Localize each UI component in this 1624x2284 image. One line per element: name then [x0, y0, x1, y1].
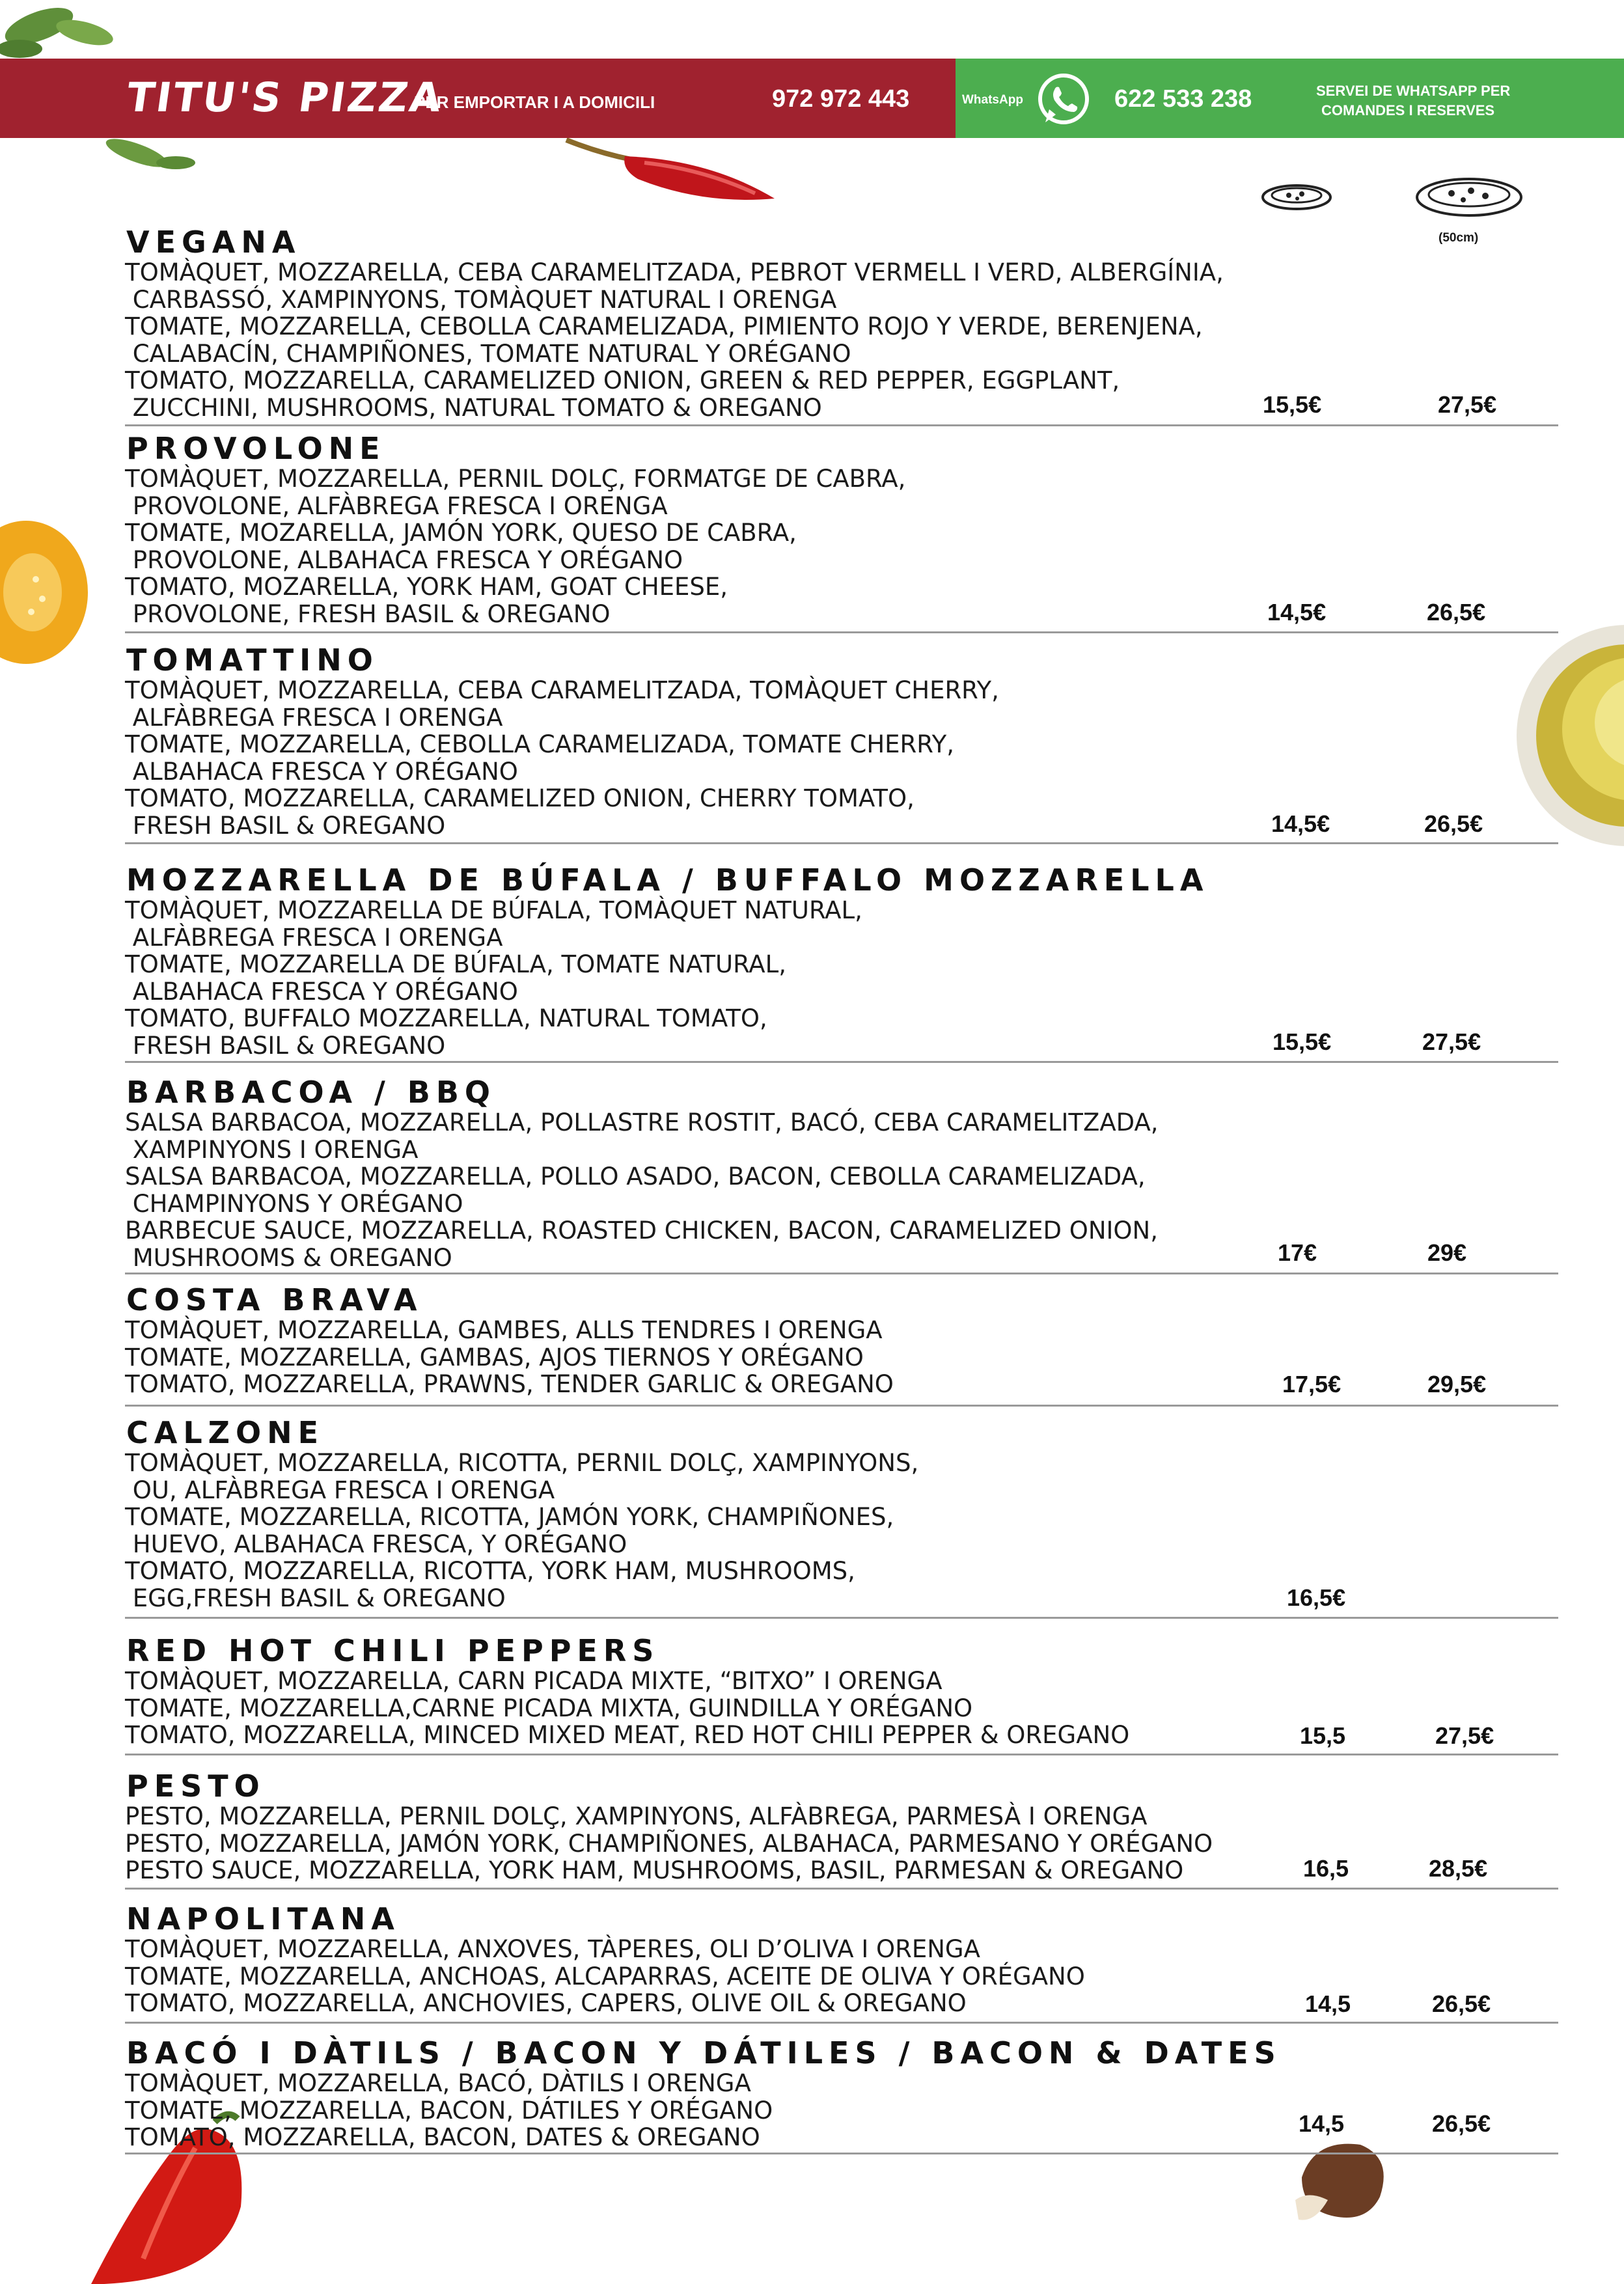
- price-small: 14,5€: [1267, 599, 1327, 626]
- herb-leaves-image: [0, 0, 130, 62]
- price-small: 17,5€: [1282, 1371, 1342, 1397]
- item-desc-line: CALABACÍN, CHAMPIÑONES, TOMATE NATURAL Y ORÉGANO: [125, 339, 851, 368]
- item-name: PESTO: [126, 1768, 266, 1804]
- item-desc-line: PROVOLONE, FRESH BASIL & OREGANO: [125, 599, 611, 628]
- item-desc-line: HUEVO, ALBAHACA FRESCA, Y ORÉGANO: [125, 1530, 627, 1558]
- price-large: 27,5€: [1422, 1028, 1481, 1055]
- whatsapp-note-line: COMANDES I RESERVES: [1321, 102, 1495, 118]
- item-desc-line: ALBAHACA FRESCA Y ORÉGANO: [125, 977, 518, 1006]
- item-desc-line: ALFÀBREGA FRESCA I ORENGA: [125, 703, 503, 732]
- item-desc-line: TOMATE, MOZARELLA, JAMÓN YORK, QUESO DE CABRA,: [125, 519, 797, 547]
- item-desc-line: TOMÀQUET, MOZZARELLA, PERNIL DOLÇ, FORMATGE DE CABRA,: [125, 465, 906, 493]
- item-divider: [125, 2022, 1558, 2024]
- item-desc-line: TOMÀQUET, MOZZARELLA, CEBA CARAMELITZADA, TOMÀQUET CHERRY,: [125, 676, 999, 704]
- item-desc-line: TOMATO, MOZARELLA, YORK HAM, GOAT CHEESE,: [125, 573, 728, 601]
- menu-item: [125, 1417, 1557, 1612]
- price-large: 28,5€: [1429, 1855, 1488, 1882]
- item-desc-line: SALSA BARBACOA, MOZZARELLA, POLLASTRE ROSTIT, BACÓ, CEBA CARAMELITZADA,: [125, 1108, 1159, 1136]
- item-divider: [125, 842, 1558, 844]
- menu-item: [125, 433, 1557, 627]
- price-large: 29€: [1427, 1239, 1467, 1266]
- menu-item: [125, 227, 1557, 421]
- item-desc-line: TOMATO, MOZZARELLA, BACON, DATES & OREGANO: [125, 2123, 760, 2151]
- item-name: COSTA BRAVA: [126, 1282, 423, 1317]
- price-small: 16,5€: [1287, 1584, 1346, 1611]
- price-large: 29,5€: [1427, 1371, 1487, 1397]
- item-desc-line: PROVOLONE, ALBAHACA FRESCA Y ORÉGANO: [125, 545, 683, 574]
- item-desc-line: ZUCCHINI, MUSHROOMS, NATURAL TOMATO & OREGANO: [125, 393, 822, 422]
- whatsapp-note-line: SERVEI DE WHATSAPP PER: [1316, 83, 1511, 99]
- brand-logo: TITU'S PIZZA: [123, 74, 447, 121]
- item-desc-line: PESTO SAUCE, MOZZARELLA, YORK HAM, MUSHROOMS, BASIL, PARMESAN & OREGANO: [125, 1856, 1184, 1884]
- item-desc-line: TOMÀQUET, MOZZARELLA, RICOTTA, PERNIL DOLÇ, XAMPINYONS,: [125, 1449, 919, 1477]
- item-divider: [125, 1888, 1558, 1890]
- item-desc-line: TOMATE, MOZZARELLA DE BÚFALA, TOMATE NATURAL,: [125, 950, 786, 978]
- item-desc-line: TOMATO, MOZZARELLA, CARAMELIZED ONION, GREEN & RED PEPPER, EGGPLANT,: [125, 366, 1120, 394]
- price-large: 27,5€: [1438, 391, 1497, 418]
- price-large: 27,5€: [1435, 1722, 1494, 1749]
- item-divider: [125, 1061, 1558, 1063]
- pizza-small-icon: [1259, 181, 1334, 213]
- item-divider: [125, 1754, 1558, 1755]
- item-name: TOMATTINO: [126, 642, 379, 678]
- item-desc-line: MUSHROOMS & OREGANO: [125, 1243, 452, 1272]
- herb-leaves-image: [98, 133, 202, 179]
- price-large: 26,5€: [1432, 1990, 1491, 2017]
- item-desc-line: FRESH BASIL & OREGANO: [125, 811, 446, 840]
- item-desc-line: FRESH BASIL & OREGANO: [125, 1031, 446, 1060]
- item-divider: [125, 631, 1558, 633]
- item-desc-line: TOMATE, MOZZARELLA, RICOTTA, JAMÓN YORK, CHAMPIÑONES,: [125, 1503, 894, 1531]
- mushroom-image: [1289, 2138, 1393, 2229]
- item-desc-line: TOMATO, BUFFALO MOZZARELLA, NATURAL TOMATO,: [125, 1004, 767, 1032]
- price-small: 16,5: [1303, 1855, 1349, 1882]
- item-desc-line: TOMATE, MOZZARELLA, CEBOLLA CARAMELIZADA, TOMATE CHERRY,: [125, 730, 954, 758]
- large-size-note: (50cm): [1438, 231, 1479, 245]
- item-desc-line: TOMÀQUET, MOZZARELLA, CARN PICADA MIXTE, “BITXO” I ORENGA: [125, 1667, 943, 1695]
- item-desc-line: CARBASSÓ, XAMPINYONS, TOMÀQUET NATURAL I ORENGA: [125, 285, 837, 314]
- item-desc-line: TOMÀQUET, MOZZARELLA, GAMBES, ALLS TENDRES I ORENGA: [125, 1316, 883, 1344]
- item-desc-line: ALBAHACA FRESCA Y ORÉGANO: [125, 757, 518, 786]
- item-name: MOZZARELLA DE BÚFALA / BUFFALO MOZZARELLA: [126, 862, 1209, 898]
- menu-item: [125, 1077, 1557, 1271]
- item-desc-line: TOMÀQUET, MOZZARELLA, CEBA CARAMELITZADA, PEBROT VERMELL I VERD, ALBERGÍNIA,: [125, 258, 1224, 286]
- menu-item: [125, 1284, 1557, 1398]
- item-name: CALZONE: [126, 1415, 325, 1450]
- item-desc-line: PROVOLONE, ALFÀBREGA FRESCA I ORENGA: [125, 491, 668, 520]
- whatsapp-label: WhatsApp: [962, 93, 1023, 107]
- item-desc-line: OU, ALFÀBREGA FRESCA I ORENGA: [125, 1476, 555, 1504]
- item-desc-line: TOMATO, MOZZARELLA, CARAMELIZED ONION, CHERRY TOMATO,: [125, 784, 915, 812]
- item-desc-line: TOMATO, MOZZARELLA, ANCHOVIES, CAPERS, OLIVE OIL & OREGANO: [125, 1989, 967, 2017]
- item-divider: [125, 1273, 1558, 1274]
- item-name: BARBACOA / BBQ: [126, 1075, 497, 1110]
- phone-number[interactable]: 972 972 443: [772, 85, 910, 113]
- item-divider: [125, 1617, 1558, 1619]
- price-small: 15,5€: [1263, 391, 1322, 418]
- menu-item: [125, 644, 1557, 839]
- item-desc-line: TOMÀQUET, MOZZARELLA DE BÚFALA, TOMÀQUET NATURAL,: [125, 896, 862, 924]
- item-desc-line: TOMATE, MOZZARELLA, BACON, DÁTILES Y ORÉGANO: [125, 2096, 773, 2125]
- item-desc-line: TOMATO, MOZZARELLA, RICOTTA, YORK HAM, MUSHROOMS,: [125, 1557, 855, 1585]
- item-desc-line: CHAMPINYONS Y ORÉGANO: [125, 1189, 463, 1218]
- whatsapp-note: [1316, 81, 1510, 120]
- item-desc-line: TOMÀQUET, MOZZARELLA, ANXOVES, TÀPERES, OLI D’OLIVA I ORENGA: [125, 1935, 980, 1963]
- price-large: 26,5€: [1432, 2110, 1491, 2137]
- price-small: 14,5: [1305, 1990, 1351, 2017]
- pizza-large-icon: [1412, 172, 1526, 221]
- item-desc-line: TOMATE, MOZZARELLA, ANCHOAS, ALCAPARRAS, ACEITE DE OLIVA Y ORÉGANO: [125, 1962, 1085, 1990]
- item-divider: [125, 1405, 1558, 1407]
- chili-pepper-image: [560, 133, 781, 208]
- price-small: 15,5: [1300, 1722, 1346, 1749]
- menu-item: [125, 864, 1557, 1059]
- item-name: BACÓ I DÀTILS / BACON Y DÁTILES / BACON & DATES: [126, 2035, 1282, 2071]
- item-desc-line: EGG,FRESH BASIL & OREGANO: [125, 1584, 506, 1612]
- whatsapp-phone-number[interactable]: 622 533 238: [1114, 85, 1252, 113]
- item-name: PROVOLONE: [126, 431, 386, 466]
- item-desc-line: TOMATE, MOZZARELLA,CARNE PICADA MIXTA, GUINDILLA Y ORÉGANO: [125, 1694, 973, 1722]
- price-small: 15,5€: [1273, 1028, 1332, 1055]
- price-small: 17€: [1278, 1239, 1317, 1266]
- header-tagline: PER EMPORTAR I A DOMICILI: [414, 92, 655, 112]
- item-desc-line: TOMATO, MOZZARELLA, MINCED MIXED MEAT, RED HOT CHILI PEPPER & OREGANO: [125, 1721, 1130, 1749]
- yellow-tomato-image: [0, 508, 91, 677]
- item-desc-line: PESTO, MOZZARELLA, JAMÓN YORK, CHAMPIÑONES, ALBAHACA, PARMESANO Y ORÉGANO: [125, 1829, 1213, 1858]
- item-desc-line: TOMÀQUET, MOZZARELLA, BACÓ, DÀTILS I ORENGA: [125, 2069, 751, 2097]
- item-divider: [125, 2153, 1558, 2154]
- item-desc-line: XAMPINYONS I ORENGA: [125, 1135, 419, 1164]
- item-desc-line: TOMATO, MOZZARELLA, PRAWNS, TENDER GARLIC & OREGANO: [125, 1370, 894, 1398]
- item-name: NAPOLITANA: [126, 1901, 400, 1936]
- item-divider: [125, 424, 1558, 426]
- price-large: 26,5€: [1424, 810, 1483, 837]
- item-desc-line: SALSA BARBACOA, MOZZARELLA, POLLO ASADO, BACON, CEBOLLA CARAMELIZADA,: [125, 1163, 1146, 1190]
- item-desc-line: BARBECUE SAUCE, MOZZARELLA, ROASTED CHICKEN, BACON, CARAMELIZED ONION,: [125, 1217, 1158, 1245]
- item-desc-line: TOMATE, MOZZARELLA, GAMBAS, AJOS TIERNOS Y ORÉGANO: [125, 1343, 864, 1371]
- item-name: VEGANA: [126, 225, 301, 260]
- item-desc-line: TOMATE, MOZZARELLA, CEBOLLA CARAMELIZADA, PIMIENTO ROJO Y VERDE, BERENJENA,: [125, 312, 1203, 340]
- item-desc-line: ALFÀBREGA FRESCA I ORENGA: [125, 923, 503, 952]
- price-small: 14,5€: [1271, 810, 1330, 837]
- price-small: 14,5: [1299, 2110, 1345, 2137]
- item-desc-line: PESTO, MOZZARELLA, PERNIL DOLÇ, XAMPINYONS, ALFÀBREGA, PARMESÀ I ORENGA: [125, 1802, 1148, 1830]
- whatsapp-icon[interactable]: [1036, 72, 1091, 126]
- item-name: RED HOT CHILI PEPPERS: [126, 1633, 660, 1668]
- price-large: 26,5€: [1427, 599, 1486, 626]
